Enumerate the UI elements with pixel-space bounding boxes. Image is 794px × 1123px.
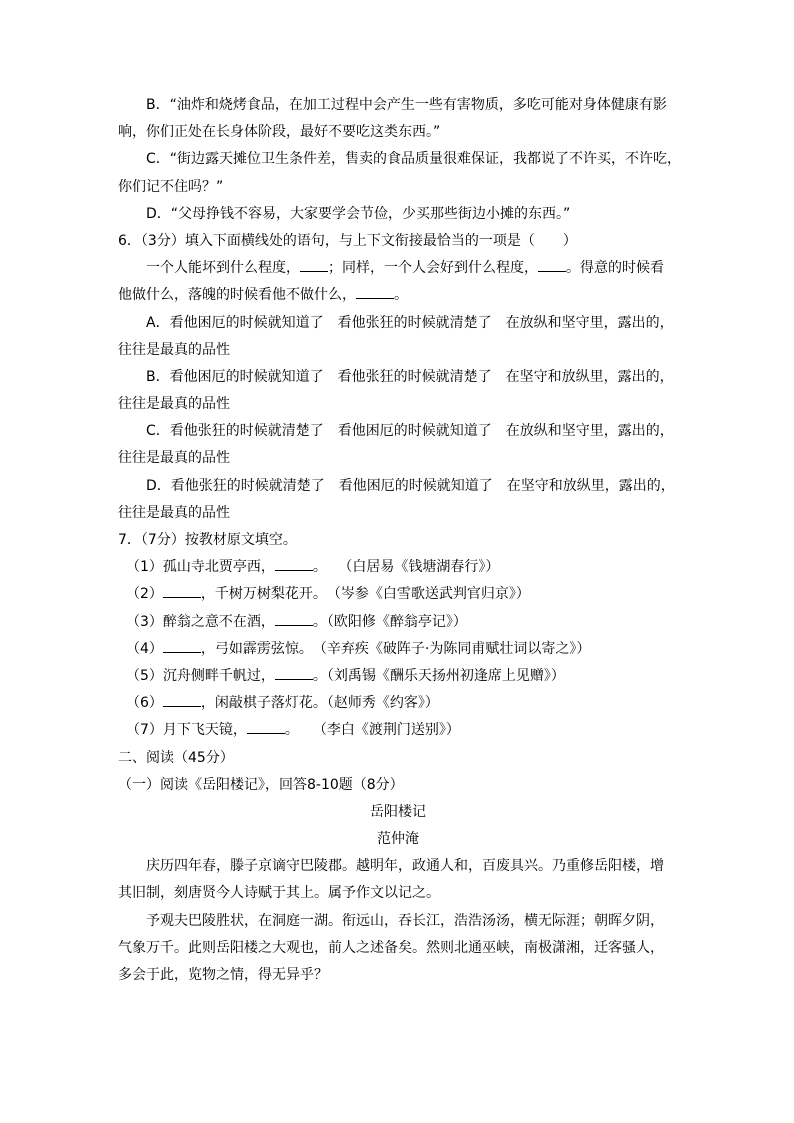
document-page	[118, 92, 682, 989]
q7-item-text: （5）沉舟侧畔千帆过，	[126, 667, 275, 684]
q7-item-text: 。（欧阳修《醉翁亭记》）	[312, 613, 467, 630]
q7-blank-3	[275, 610, 313, 626]
q6-option-a-line2: 往往是最真的品性	[118, 341, 230, 358]
q6-option-d-line1: D．看他张狂的时候就清楚了 看他困厄的时候就知道了 在坚守和放纵里，露出的，	[146, 477, 675, 494]
q6-stem: 6．（3分）填入下面横线处的语句，与上下文衔接最恰当的一项是（ ）	[118, 232, 577, 249]
q6-option-c-line1: C．看他张狂的时候就清楚了 看他困厄的时候就知道了 在放纵和坚守里，露出的，	[146, 423, 674, 440]
q5-option-b-line2: 响，你们正处在长身体阶段，最好不要吃这类东西。”	[118, 124, 441, 141]
section-heading: 二、阅读（45分）	[118, 749, 234, 766]
q7-stem: 7．（7分）按教材原文填空。	[118, 532, 297, 548]
q7-item-3	[118, 609, 678, 636]
q6-blank-1	[300, 256, 328, 272]
q7-item-text: 。 （白居易《钱塘湖春行》）	[312, 559, 500, 576]
q7-blank-6	[163, 691, 201, 707]
q7-item-text: （1）孤山寺北贾亭西，	[126, 559, 275, 576]
q6-passage-text: 他做什么，落魄的时候看他不做什么，	[118, 287, 356, 304]
q7-item-text: （7）月下飞天镜，	[126, 722, 247, 739]
q7-item-text: （4）	[126, 640, 163, 657]
q7-item-text: （3）醉翁之意不在酒，	[126, 613, 275, 630]
q5-option-b-line1: B．“油炸和烧烤食品，在加工过程中会产生一些有害物质，多吃可能对身体健康有影	[146, 97, 667, 113]
q6-passage-line2	[118, 282, 678, 309]
q5-option-d-line1: D．“父母挣钱不容易，大家要学会节俭，少买那些街边小摊的东西。”	[146, 205, 571, 222]
passage-para1-line2: 其旧制，刻唐贤今人诗赋于其上。属予作文以记之。	[118, 885, 440, 902]
q7-item-text: （6）	[126, 695, 163, 712]
passage-title: 岳阳楼记	[370, 803, 426, 820]
q7-item-4	[118, 636, 678, 663]
q5-option-c-line2: 你们记不住吗？”	[118, 178, 224, 195]
q6-passage-text: 一个人能坏到什么程度，	[146, 260, 300, 277]
passage-author: 范仲淹	[377, 831, 419, 848]
passage-para2-line3: 多会于此，览物之情，得无异乎？	[118, 967, 328, 983]
q7-blank-7	[247, 718, 285, 734]
q7-item-text: ，千树万树梨花开。 （岑参《白雪歌送武判官归京》）	[200, 586, 530, 603]
q7-blank-5	[275, 664, 313, 680]
q6-option-a-line1: A．看他困厄的时候就知道了 看他张狂的时候就清楚了 在放纵和坚守里，露出的，	[146, 314, 674, 331]
q7-blank-4	[163, 637, 201, 653]
passage-para2-line2: 气象万千。此则岳阳楼之大观也，前人之述备矣。然则北通巫峡，南极潇湘，迁客骚人，	[118, 939, 664, 956]
q6-passage-text: ；同样，一个人会好到什么程度，	[328, 260, 538, 277]
q6-blank-2	[538, 256, 566, 272]
q6-option-c-line2: 往往是最真的品性	[118, 450, 230, 467]
q6-passage-text: 。	[394, 287, 408, 304]
q7-item-text: ，弓如霹雳弦惊。 （辛弃疾《破阵子·为陈同甫赋壮词以寄之》）	[200, 640, 591, 657]
q7-item-7	[118, 717, 678, 744]
q6-option-d-line2: 往往是最真的品性	[118, 504, 230, 521]
q7-blank-2	[163, 582, 201, 598]
q6-option-b-line2: 往往是最真的品性	[118, 396, 230, 413]
q7-item-2	[118, 581, 678, 608]
q7-item-1	[118, 554, 678, 581]
q7-item-text: （2）	[126, 586, 163, 603]
q6-blank-3	[356, 283, 394, 299]
passage-para2-line1: 予观夫巴陵胜状，在洞庭一湖。衔远山，吞长江，浩浩汤汤，横无际涯；朝晖夕阴，	[146, 912, 664, 929]
q7-item-text: ，闲敲棋子落灯花。（赵师秀《约客》）	[200, 695, 439, 712]
q7-item-6	[118, 690, 678, 717]
q6-passage-text: 。得意的时候看	[566, 260, 664, 277]
q7-item-5	[118, 663, 678, 690]
section-subheading: （一）阅读《岳阳楼记》，回答8-10题（8分）	[118, 776, 404, 793]
q7-item-text: 。 （李白《渡荆门送别》）	[284, 722, 460, 739]
passage-para1-line1: 庆历四年春，滕子京谪守巴陵郡。越明年，政通人和，百废具兴。乃重修岳阳楼，增	[146, 858, 664, 875]
q7-item-text: 。（刘禹锡《酬乐天扬州初逢席上见赠》）	[312, 667, 565, 684]
q6-passage-line1	[118, 255, 678, 282]
q6-option-b-line1: B．看他困厄的时候就知道了 看他张狂的时候就清楚了 在坚守和放纵里，露出的，	[146, 368, 674, 385]
q5-option-c-line1: C．“街边露天摊位卫生条件差，售卖的食品质量很难保证，我都说了不许买，不许吃，	[146, 151, 682, 168]
q7-blank-1	[275, 555, 313, 571]
